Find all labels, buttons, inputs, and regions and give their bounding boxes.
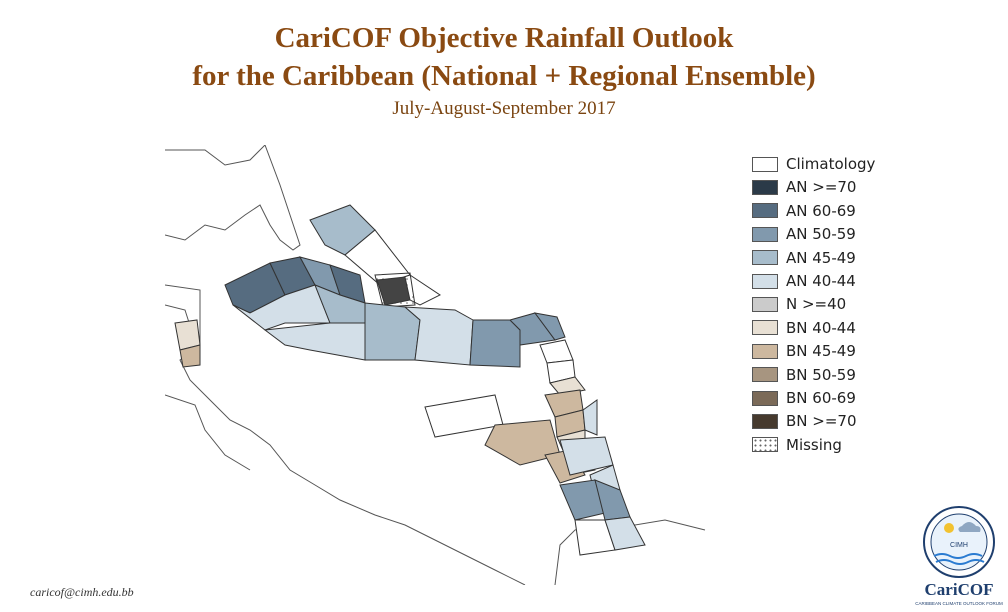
legend-swatch [752, 414, 778, 429]
cell-abc-islands [425, 395, 503, 437]
contact-email: caricof@cimh.edu.bb [30, 585, 134, 599]
legend-item [752, 293, 846, 315]
legend-swatch [752, 180, 778, 195]
legend-swatch [752, 297, 778, 312]
legend-item [752, 410, 857, 432]
cell-jamaica [265, 323, 365, 360]
legend-label: AN 60-69 [786, 201, 856, 220]
legend-item [752, 340, 856, 362]
legend-label: AN 40-44 [786, 272, 856, 290]
legend-item [752, 317, 856, 339]
legend-item [752, 176, 856, 198]
logo-top-text: CIMH [950, 542, 968, 549]
legend-label: Missing [786, 435, 842, 454]
cell-pr [470, 320, 520, 367]
legend-swatch [752, 274, 778, 289]
rainfall-outlook-map [165, 145, 711, 585]
legend-swatch [752, 157, 778, 172]
legend-swatch [752, 250, 778, 265]
title-line-2: for the Caribbean (National + Regional Ensemble) [192, 60, 816, 92]
legend-label: AN >=70 [786, 178, 857, 197]
outlook-cells [175, 205, 645, 555]
legend-swatch [752, 367, 778, 382]
logo-tagline: CARIBBEAN CLIMATE OUTLOOK FORUM [915, 601, 1003, 606]
legend-label: BN >=70 [786, 412, 857, 431]
cell-east-islands [583, 400, 597, 435]
legend-swatch [752, 320, 778, 335]
legend-item [752, 200, 856, 222]
legend-item [752, 223, 856, 245]
legend-label: AN 50-59 [786, 225, 856, 244]
subtitle: July-August-September 2017 [392, 98, 616, 119]
legend-label: N >=40 [786, 295, 847, 314]
legend-swatch [752, 227, 778, 242]
cell-leeward-1 [540, 340, 573, 363]
legend-swatch [752, 391, 778, 406]
cimh-caricof-logo [912, 500, 1006, 610]
legend-label: BN 45-49 [786, 342, 856, 361]
title-line-1: CariCOF Objective Rainfall Outlook [274, 22, 734, 54]
legend-item [752, 387, 856, 409]
legend-label: Climatology [786, 155, 876, 173]
legend-label: BN 60-69 [786, 389, 856, 407]
legend-item [752, 364, 856, 386]
legend-label: AN 45-49 [786, 248, 856, 267]
legend-swatch [752, 437, 778, 452]
legend-item [752, 270, 856, 292]
legend-item [752, 247, 856, 269]
legend-item [752, 153, 875, 175]
logo-brand: CariCOF [924, 580, 994, 599]
legend-label: BN 40-44 [786, 318, 856, 337]
legend-swatch [752, 344, 778, 359]
legend-swatch [752, 203, 778, 218]
legend-label: BN 50-59 [786, 365, 856, 384]
legend-item [752, 434, 842, 456]
